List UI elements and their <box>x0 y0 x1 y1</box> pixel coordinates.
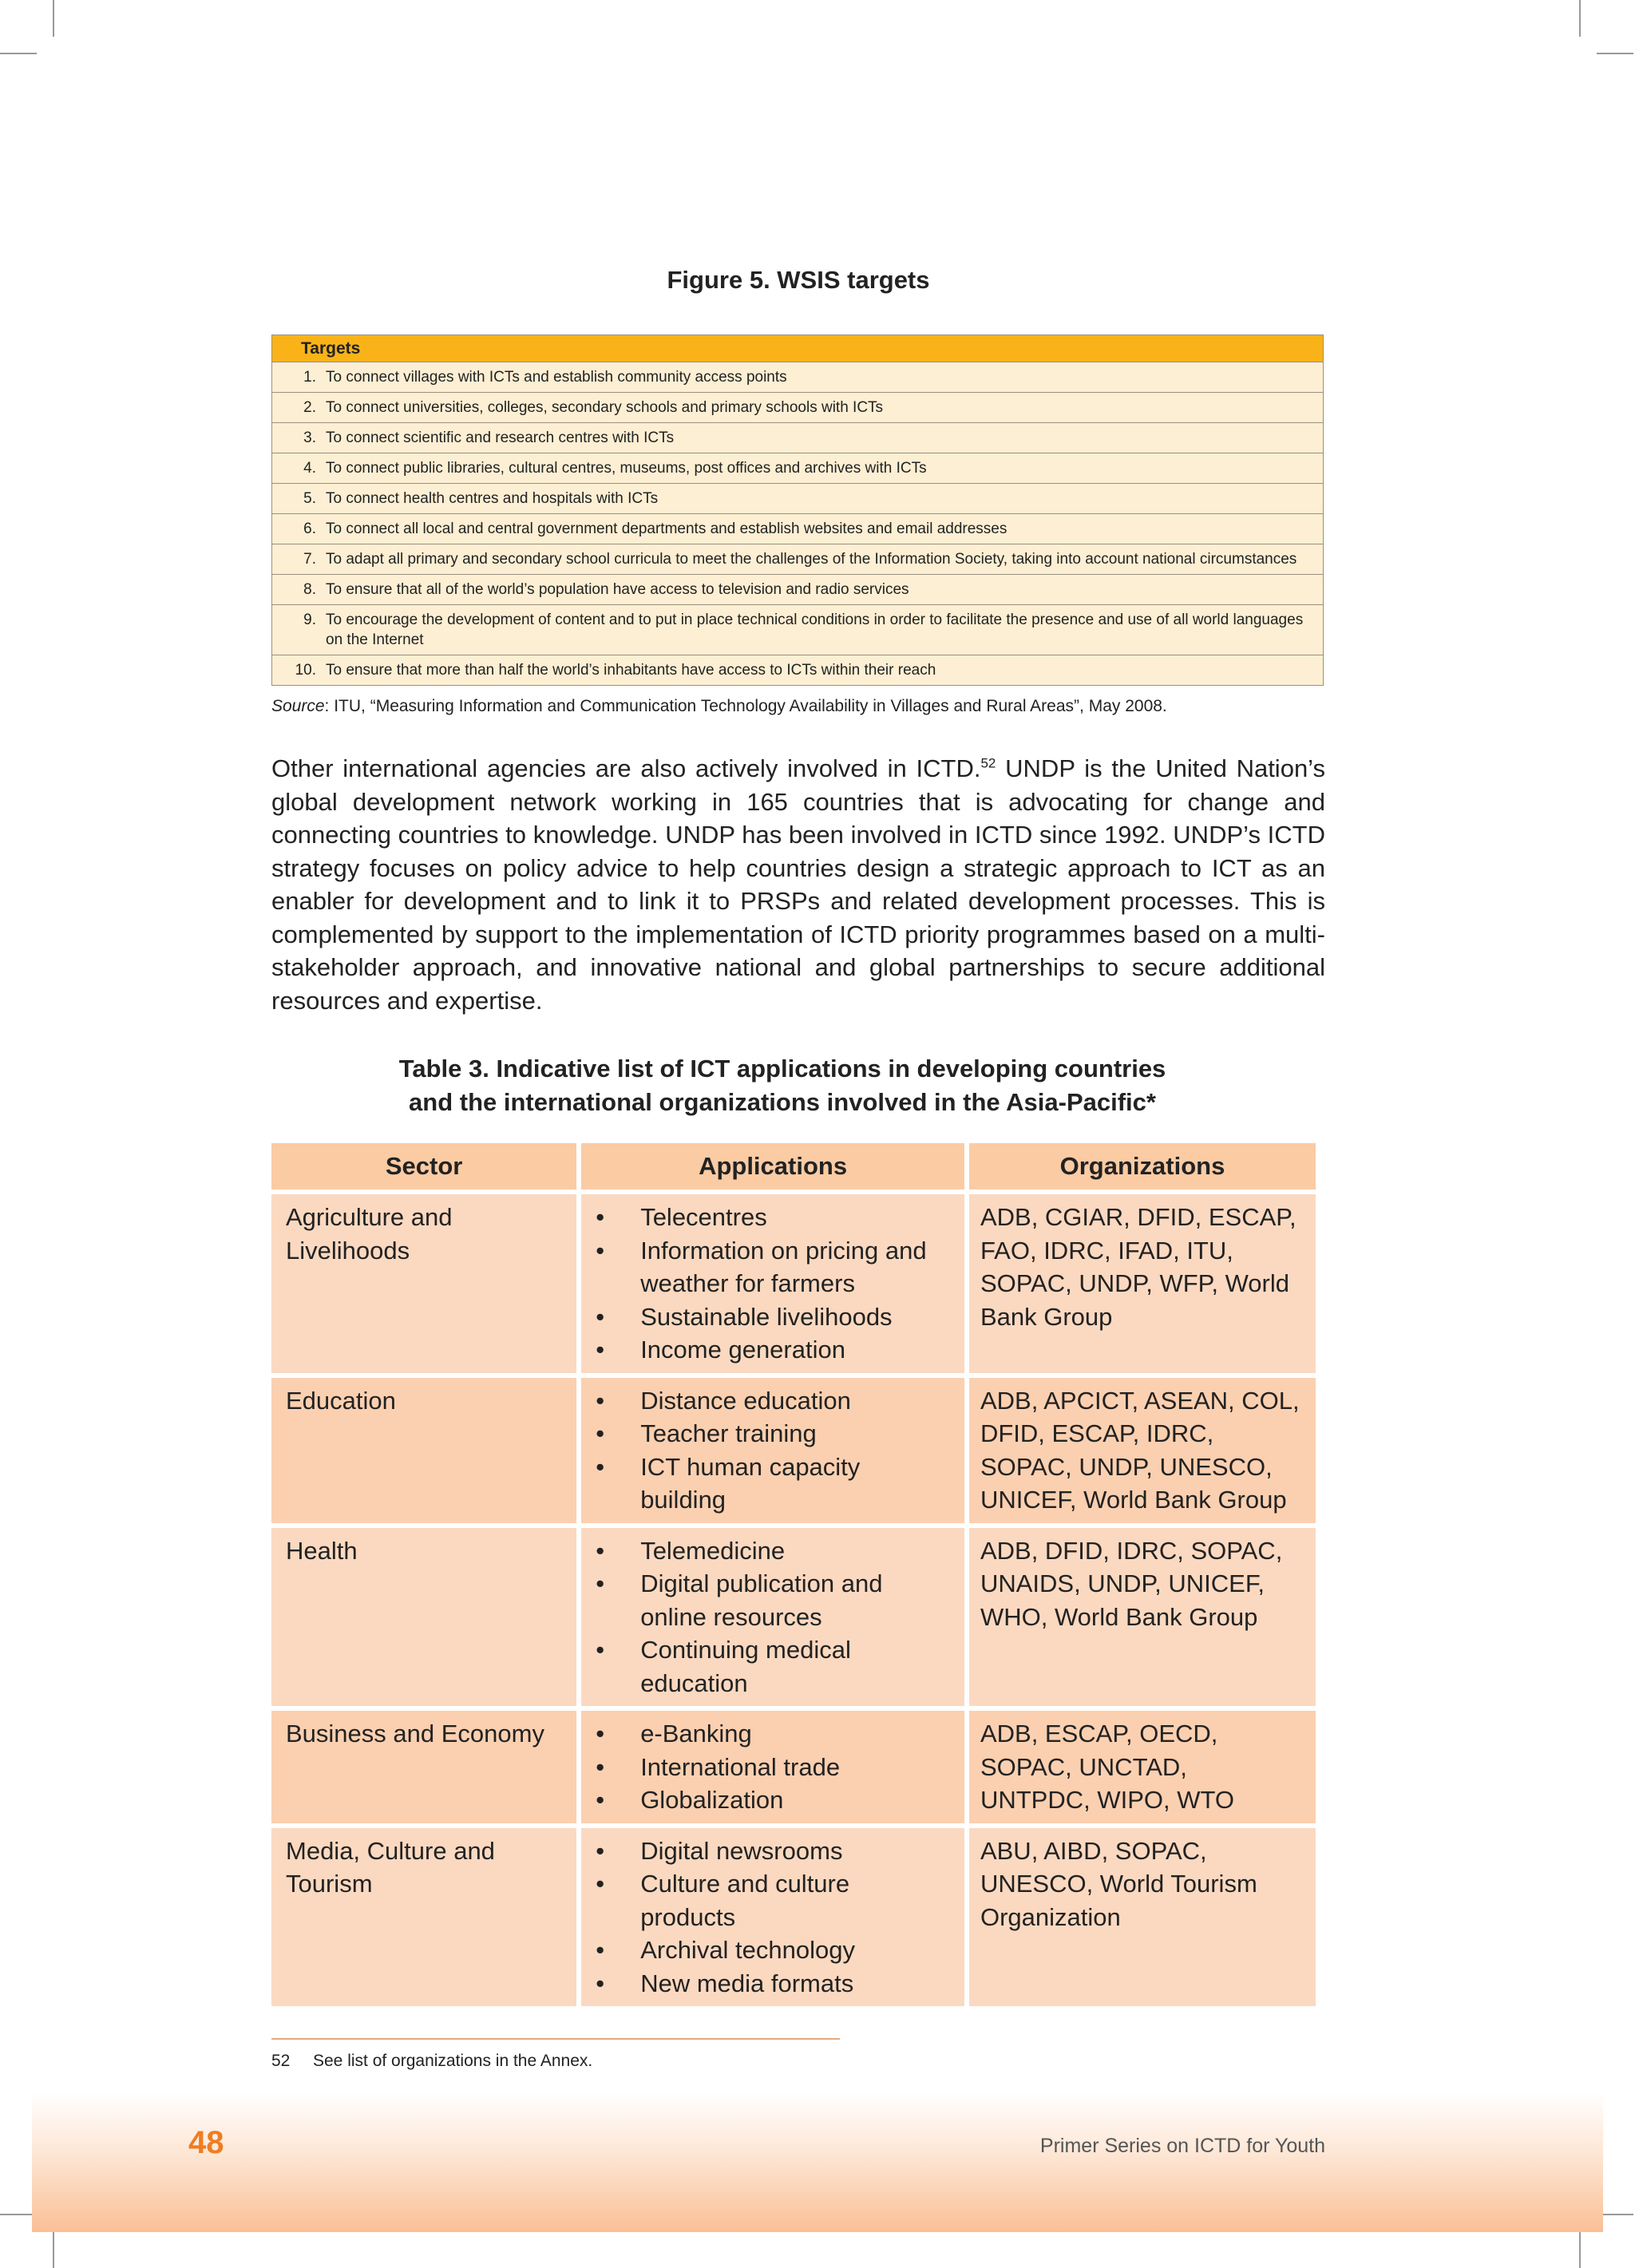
target-text: To ensure that all of the world’s population have access to television and radio services <box>326 581 909 598</box>
ict-applications-table <box>267 1138 1320 2011</box>
crop-mark <box>53 2231 54 2268</box>
applications-list <box>592 1717 950 1817</box>
applications-list <box>592 1534 950 1700</box>
sector-cell: Agriculture and Livelihoods <box>271 1194 576 1373</box>
source-text: : ITU, “Measuring Information and Communication Technology Availability in Villages and Rural Areas”, May 2008. <box>324 697 1167 715</box>
crop-mark <box>1579 2231 1581 2268</box>
application-item: • Telemedicine <box>592 1534 950 1568</box>
target-row <box>272 423 1323 453</box>
application-item: • Teacher training <box>592 1417 950 1451</box>
table-row <box>271 1528 1316 1707</box>
application-item: • Income generation <box>592 1333 950 1367</box>
applications-cell <box>581 1711 964 1823</box>
target-row <box>272 605 1323 655</box>
figure-source <box>271 697 1167 716</box>
organizations-cell: ADB, ESCAP, OECD, SOPAC, UNCTAD, UNTPDC, WIPO, WTO <box>969 1711 1316 1823</box>
application-item: • Continuing medical education <box>592 1633 950 1700</box>
target-text: To adapt all primary and secondary school curricula to meet the challenges of the Information Society, taking into account national circumstances <box>326 551 1297 568</box>
application-item: • e-Banking <box>592 1717 950 1751</box>
targets-header: Targets <box>272 335 1323 362</box>
target-row <box>272 453 1323 484</box>
applications-list <box>592 1384 950 1517</box>
target-text: To encourage the development of content and to put in place technical conditions in order to facilitate the presence and use of all world languages on the Internet <box>326 612 1304 648</box>
target-text: To connect public libraries, cultural centres, museums, post offices and archives with ICTs <box>326 460 927 477</box>
table-caption-line-1: Table 3. Indicative list of ICT applications in developing countries <box>398 1055 1166 1083</box>
applications-cell <box>581 1528 964 1707</box>
target-number: 7. <box>303 551 316 568</box>
table-row <box>271 1711 1316 1823</box>
sector-cell: Education <box>271 1378 576 1523</box>
target-number: 8. <box>303 581 316 598</box>
application-item: • Globalization <box>592 1783 950 1817</box>
target-number: 2. <box>303 399 316 416</box>
target-row <box>272 575 1323 605</box>
table-header-row <box>271 1143 1316 1189</box>
table-row <box>271 1378 1316 1523</box>
footnote <box>271 2052 592 2071</box>
target-number: 5. <box>303 490 316 507</box>
organizations-cell: ADB, APCICT, ASEAN, COL, DFID, ESCAP, IDRC, SOPAC, UNDP, UNESCO, UNICEF, World Bank Group <box>969 1378 1316 1523</box>
target-number: 9. <box>303 612 316 628</box>
header-applications: Applications <box>581 1143 964 1189</box>
crop-mark <box>53 0 54 37</box>
applications-list <box>592 1835 950 2001</box>
application-item: • New media formats <box>592 1967 950 2001</box>
target-number: 10. <box>295 662 316 679</box>
footnote-divider <box>271 2038 840 2040</box>
crop-mark <box>1597 53 1633 54</box>
wsis-targets-table <box>271 334 1324 686</box>
target-number: 1. <box>303 369 316 386</box>
table-body <box>271 1194 1316 2006</box>
applications-cell <box>581 1828 964 2007</box>
organizations-cell: ABU, AIBD, SOPAC, UNESCO, World Tourism Organization <box>969 1828 1316 2007</box>
application-item: • Sustainable livelihoods <box>592 1300 950 1334</box>
body-text-start: Other international agencies are also actively involved in ICTD. <box>271 754 981 782</box>
table-row <box>271 1828 1316 2007</box>
applications-cell <box>581 1194 964 1373</box>
organizations-cell: ADB, CGIAR, DFID, ESCAP, FAO, IDRC, IFAD, ITU, SOPAC, UNDP, WFP, World Bank Group <box>969 1194 1316 1373</box>
figure-title: Figure 5. WSIS targets <box>667 266 930 294</box>
target-row <box>272 362 1323 393</box>
header-sector: Sector <box>271 1143 576 1189</box>
application-item: • Culture and culture products <box>592 1867 950 1934</box>
crop-mark <box>0 53 37 54</box>
series-title: Primer Series on ICTD for Youth <box>1039 2135 1325 2157</box>
table-caption-line-2: and the international organizations involved in the Asia-Pacific* <box>409 1087 1156 1116</box>
body-text-rest: UNDP is the United Nation’s global development network working in 165 countries that is advocating for change and connecting countries to knowledge. UNDP has been involved in ICTD since 1992. UNDP’s ICTD strategy focuses on policy advice to help countries design a strategic approach to ICT as an enabler for development and to link it to PRSPs and related development processes. This is complemented by support to the implementation of ICTD priority programmes based on a multi-stakeholder approach, and innovative national and global partnerships to secure additional resources and expertise. <box>271 754 1326 1015</box>
target-text: To connect health centres and hospitals with ICTs <box>326 490 659 507</box>
target-row <box>272 514 1323 544</box>
header-organizations: Organizations <box>969 1143 1316 1189</box>
targets-rows <box>272 362 1323 685</box>
target-text: To connect scientific and research centres with ICTs <box>326 429 675 446</box>
application-item: • Archival technology <box>592 1934 950 1967</box>
applications-cell <box>581 1378 964 1523</box>
target-number: 4. <box>303 460 316 477</box>
sector-cell: Media, Culture and Tourism <box>271 1828 576 2007</box>
target-text: To connect all local and central government departments and establish websites and email addresses <box>326 520 1008 537</box>
application-item: • Digital newsrooms <box>592 1835 950 1868</box>
footnote-number: 52 <box>271 2052 291 2070</box>
footer-band <box>32 2092 1603 2232</box>
application-item: • Digital publication and online resources <box>592 1567 950 1633</box>
target-row <box>272 484 1323 514</box>
application-item: • ICT human capacity building <box>592 1451 950 1517</box>
application-item: • Information on pricing and weather for farmers <box>592 1234 950 1300</box>
sector-cell: Health <box>271 1528 576 1707</box>
crop-mark <box>1579 0 1581 37</box>
table-row <box>271 1194 1316 1373</box>
table-caption <box>0 1052 1565 1118</box>
applications-list <box>592 1201 950 1367</box>
target-text: To connect universities, colleges, secondary schools and primary schools with ICTs <box>326 399 884 416</box>
target-row <box>272 655 1323 685</box>
sector-cell: Business and Economy <box>271 1711 576 1823</box>
footnote-reference[interactable]: 52 <box>980 755 996 771</box>
footnote-text: See list of organizations in the Annex. <box>313 2052 593 2070</box>
application-item: • International trade <box>592 1751 950 1784</box>
target-number: 6. <box>303 520 316 537</box>
body-paragraph <box>271 752 1325 1017</box>
page-number: 48 <box>188 2125 224 2160</box>
organizations-cell: ADB, DFID, IDRC, SOPAC, UNAIDS, UNDP, UNICEF, WHO, World Bank Group <box>969 1528 1316 1707</box>
target-row <box>272 393 1323 423</box>
target-text: To connect villages with ICTs and establish community access points <box>326 369 787 386</box>
target-row <box>272 544 1323 575</box>
target-number: 3. <box>303 429 316 446</box>
target-text: To ensure that more than half the world’s inhabitants have access to ICTs within their reach <box>326 662 936 679</box>
application-item: • Distance education <box>592 1384 950 1418</box>
application-item: • Telecentres <box>592 1201 950 1234</box>
source-label: Source <box>271 697 325 715</box>
